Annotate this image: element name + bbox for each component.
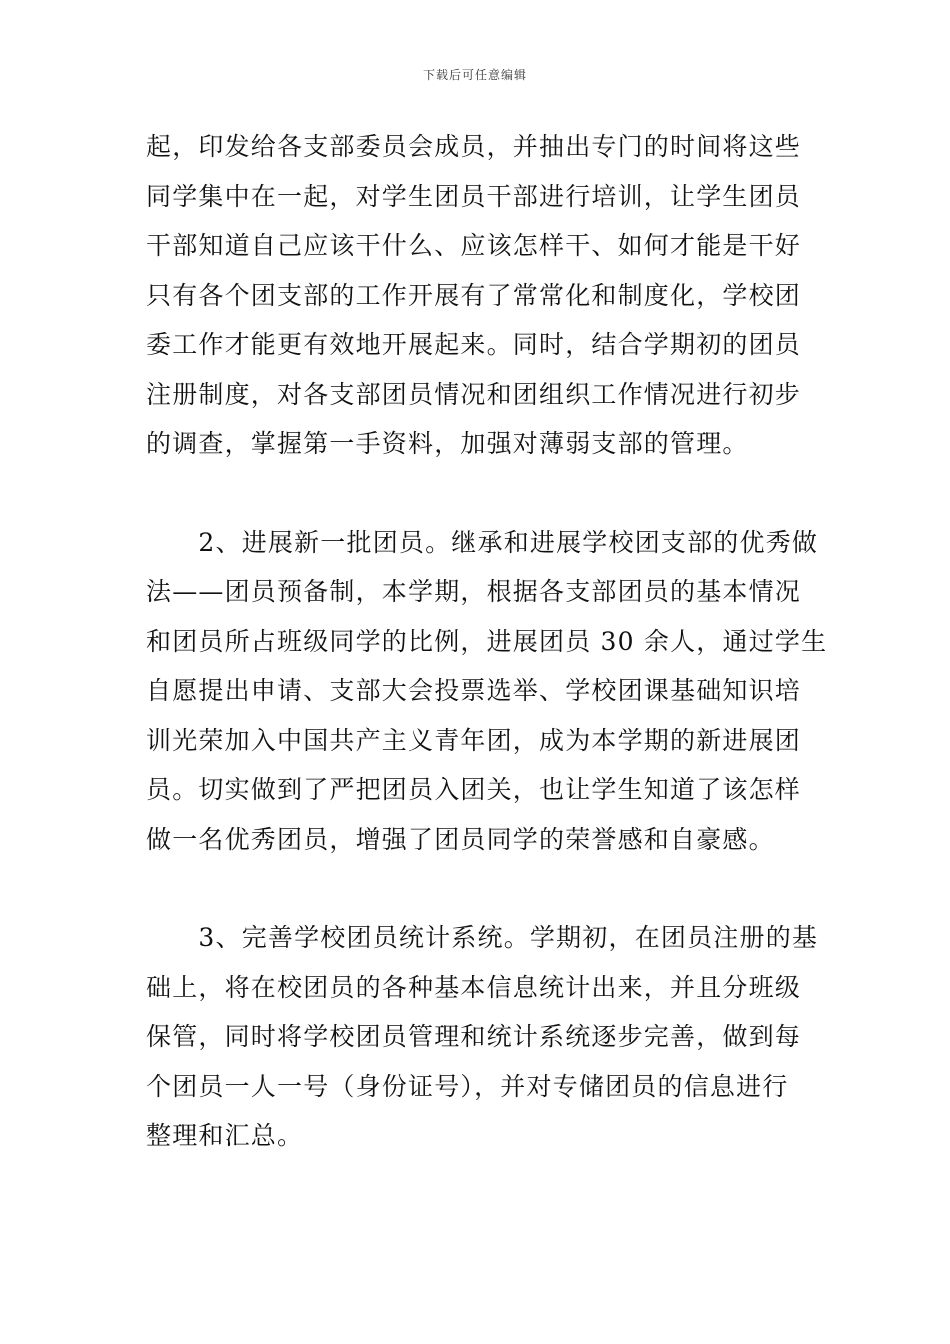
text-line: 员。切实做到了严把团员入团关，也让学生知道了该怎样 <box>146 775 802 804</box>
text-line: 整理和汇总。 <box>146 1121 304 1150</box>
text-line: 个团员一人一号（身份证号），并对专储团员的信息进行 <box>146 1071 789 1101</box>
text-line: 础上，将在校团员的各种基本信息统计出来，并且分班级 <box>146 972 802 1002</box>
text-line: 保管，同时将学校团员管理和统计系统逐步完善，做到每 <box>146 1022 802 1051</box>
text-line: 自愿提出申请、支部大会投票选举、学校团课基础知识培 <box>146 676 802 705</box>
text-line: 3、完善学校团员统计系统。学期初，在团员注册的基 <box>146 923 819 952</box>
paragraph-item-3 <box>146 913 819 1161</box>
text-line: 只有各个团支部的工作开展有了常常化和制度化，学校团 <box>146 280 802 310</box>
paragraph-continuation <box>146 122 814 469</box>
text-line: 训光荣加入中国共产主义青年团，成为本学期的新进展团 <box>146 725 802 755</box>
page-header: 下载后可任意编辑 <box>422 68 527 82</box>
paragraph-item-2 <box>146 518 828 865</box>
text-line: 同学集中在一起，对学生团员干部进行培训，让学生团员 <box>146 181 802 211</box>
text-line: 和团员所占班级同学的比例，进展团员 30 余人，通过学生 <box>146 626 828 656</box>
text-line: 的调查，掌握第一手资料，加强对薄弱支部的管理。 <box>146 429 749 458</box>
paragraph-spacer <box>146 864 814 913</box>
document-body <box>146 122 828 1161</box>
text-line: 起，印发给各支部委员会成员，并抽出专门的时间将这些 <box>146 132 802 161</box>
text-line: 注册制度，对各支部团员情况和团组织工作情况进行初步 <box>146 379 802 409</box>
paragraph-spacer <box>146 469 814 518</box>
text-line: 干部知道自己应该干什么、应该怎样干、如何才能是干好 <box>146 231 802 260</box>
text-line: 委工作才能更有效地开展起来。同时，结合学期初的团员 <box>146 330 802 359</box>
text-line: 法——团员预备制，本学期，根据各支部团员的基本情况 <box>146 577 802 606</box>
text-line: 2、进展新一批团员。继承和进展学校团支部的优秀做 <box>146 527 819 557</box>
text-line: 做一名优秀团员，增强了团员同学的荣誉感和自豪感。 <box>146 824 775 854</box>
